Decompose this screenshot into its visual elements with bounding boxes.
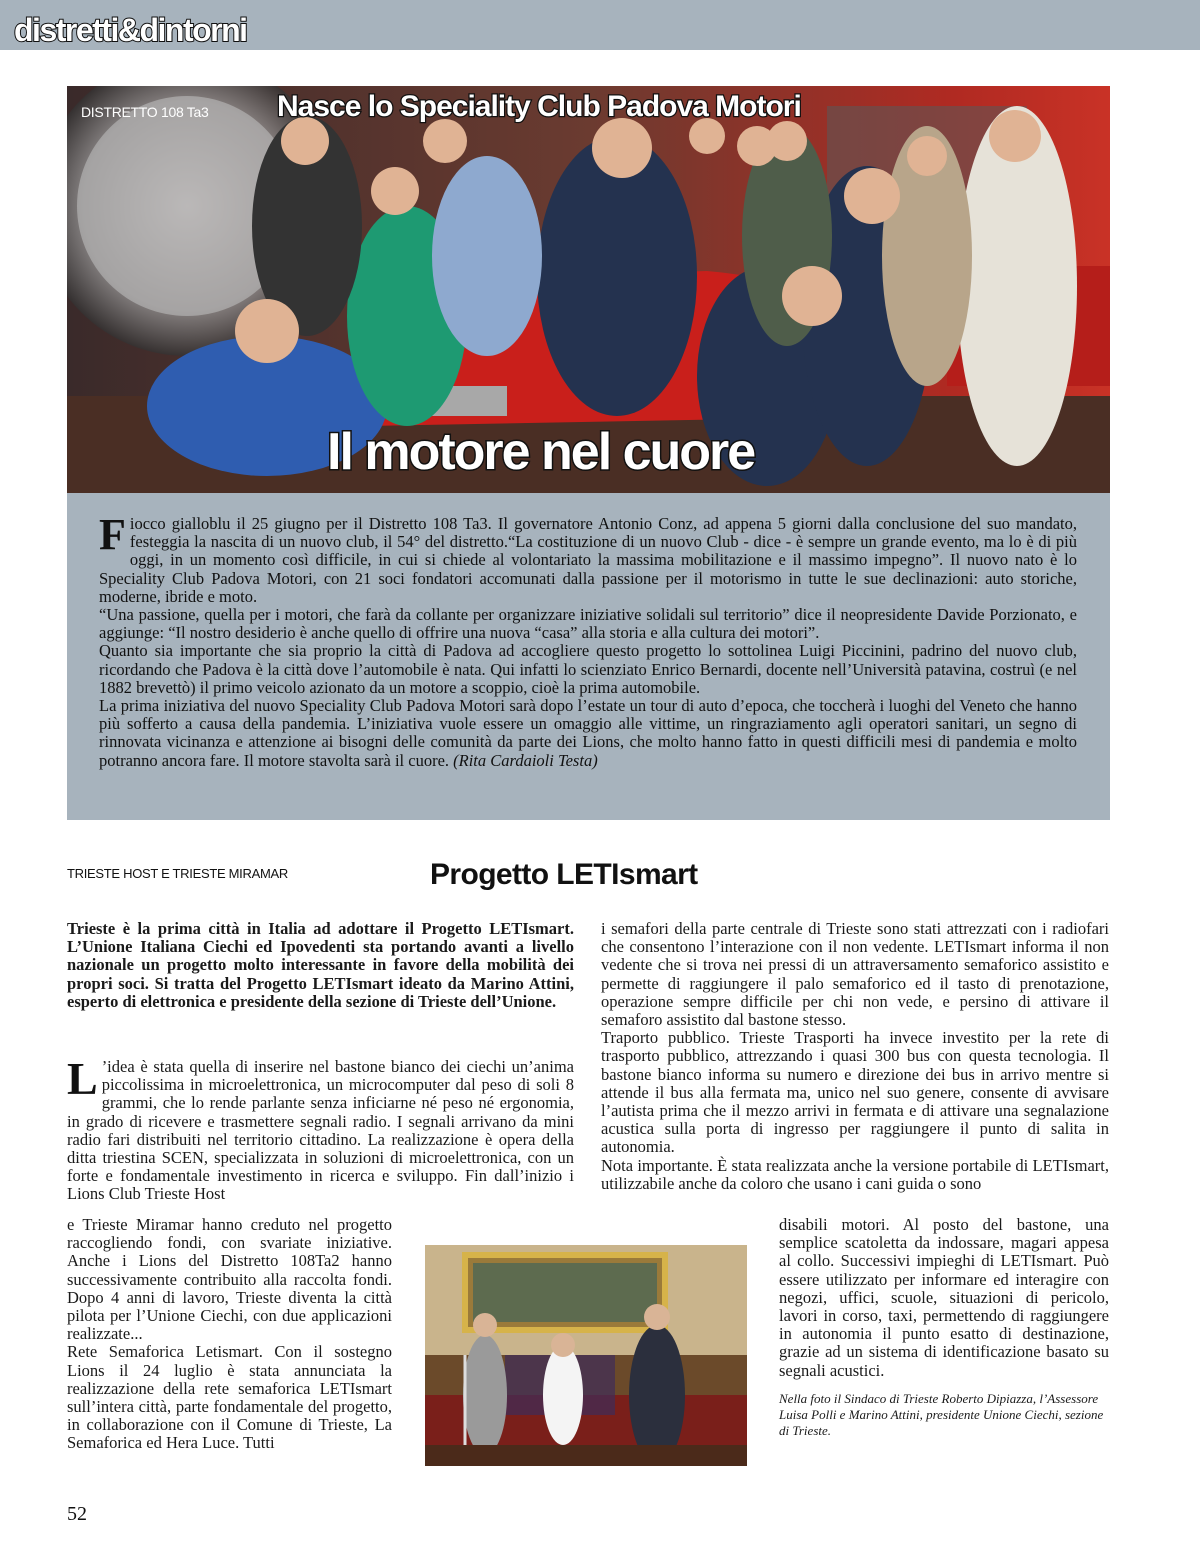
article1-headline: Il motore nel cuore bbox=[327, 423, 755, 481]
article1-byline: (Rita Cardaioli Testa) bbox=[453, 750, 598, 770]
page-number: 52 bbox=[67, 1503, 87, 1525]
article2-paragraph: e Trieste Miramar hanno creduto nel progetto raccogliendo fondi, con svariate iniziative. Anche i Lions del Distretto 108Ta2 hanno successivamente contribuito alla raccolta fondi. Dopo 4 anni di lavoro, Trieste diventa la città pilota per l’Unione Ciechi, con due applicazioni realizzate... bbox=[67, 1215, 392, 1344]
article2-paragraph: i semafori della parte centrale di Trieste sono stati attrezzati con i radiofari che consentono l’interazione con il non vedente. LETIsmart informa il non vedente che si trova nei pressi di un attraversamento semaforico assistito e permette di raggiungere il palo semaforico ed il tasto di prenotazione, operazione sempre difficile per chi non vede, e persino di attivare il semaforo assistito dal bastone stesso. bbox=[601, 919, 1109, 1030]
article1-title: Nasce lo Speciality Club Padova Motori bbox=[277, 90, 801, 123]
article1-box bbox=[67, 493, 1110, 820]
hero-photo bbox=[67, 86, 1110, 493]
article2-body-right-narrow: disabili motori. Al posto del bastone, una semplice scatoletta da indossare, magari appesa al collo. Successivi impieghi di LETIsmart. Può essere utilizzato per informare ed interagire con negozi, uffici, scuole, situazioni di pericolo, lavori in corso, taxi, permettendo di raggiungere in autonomia il punto esatto di destinazione, grazie ad un sistema di identificazione basato su segnali acustici. bbox=[779, 1215, 1109, 1380]
article1-kicker: DISTRETTO 108 Ta3 bbox=[81, 104, 209, 120]
article1-paragraph: Quanto sia importante che sia proprio la città di Padova ad accogliere questo progetto lo sottolinea Luigi Piccinini, padrino del nuovo club, ricordando che Padova è la città dove l’automobile è nata. Qui infatti lo scienziato Enrico Bernardi, docente nell’Università patavina, costruì (e nel 1882 brevettò) il primo veicolo azionato da un motore a scoppio, cioè la prima automobile. bbox=[99, 641, 1077, 697]
article2-paragraph: Traporto pubblico. Trieste Trasporti ha invece investito per la rete di trasporto pubblico, attrezzando i quasi 300 bus con questa tecnologia. Il bastone bianco informa su numero e direzione dei bus in arrivo mentre si attende il bus alla fermata ma, unico nel suo genere, consente di avvisare l’autista prima che il mezzo arrivi in fermata e di attivare una segnalazione acustica sulla porta di ingresso per raggiungere il punto di salita in autonomia. bbox=[601, 1028, 1109, 1157]
article1-paragraph: “Una passione, quella per i motori, che farà da collante per organizzare iniziative solidali sul territorio” dice il neopresidente Davide Porzionato, e aggiunge: “Il nostro desiderio è anche quello di offrire una nuova “casa” alla storia e alla cultura dei motori”. bbox=[99, 605, 1077, 643]
article2-title: Progetto LETIsmart bbox=[430, 858, 698, 891]
article2-paragraph: Rete Semaforica Letismart. Con il sostegno Lions il 24 luglio è stata annunciata la realizzazione della rete semaforica LETIsmart sull’intera città, parte fondamentale del progetto, in collaborazione con il Comune di Trieste, La Semaforica ed Hera Luce. Tutti bbox=[67, 1342, 392, 1453]
article2-body-right bbox=[601, 920, 1109, 1193]
article1-body bbox=[99, 510, 1077, 770]
article2-paragraph: ’idea è stata quella di inserire nel bastone bianco dei ciechi un’anima piccolissima in microelettronica, un microcomputer dal peso di soli 8 grammi, che lo rende parlante senza inficiarne né peso né ergonomia, in grado di ricevere e trasmettere segnali radio. I segnali arrivano da mini radio fari distribuiti nel territorio cittadino. La realizzazione è opera della ditta triestina SCEN, specializzata in soluzioni di microelettronica, con un forte e fondamentale investimento in ricerca e sviluppo. Fin dall’inizio i Lions Club Trieste Host bbox=[67, 1057, 574, 1204]
article1-dropcap: F bbox=[99, 510, 126, 559]
section-header-band bbox=[0, 0, 1200, 50]
article2-body-left bbox=[67, 1053, 574, 1204]
article2-paragraph: Nota importante. È stata realizzata anche la versione portabile di LETIsmart, utilizzabile anche da coloro che usano i cani guida o sono bbox=[601, 1155, 1109, 1193]
article2-lead: Trieste è la prima città in Italia ad adottare il Progetto LETIsmart. L’Unione Italiana Ciechi ed Ipovedenti sta portando avanti a livello nazionale un progetto molto interessante in favore della mobilità dei propri soci. Si tratta del Progetto LETIsmart ideato da Marino Attini, esperto di elettronica e presidente della sezione di Trieste dell’Unione. bbox=[67, 919, 574, 1011]
article1-paragraph: La prima iniziativa del nuovo Speciality Club Padova Motori sarà dopo l’estate un tour di auto d’epoca, che toccherà i luoghi del Veneto che hanno più sofferto a causa della pandemia. L’iniziativa vuole essere un omaggio alle vittime, un ringraziamento agli operatori sanitari, un segno di rinnovata vicinanza e attenzione ai bisogni delle comunità da parte dei Lions, che molto hanno fatto in questi difficili mesi di pandemia e molto potranno ancora fare. Il motore stavolta sarà il cuore. bbox=[99, 696, 1077, 770]
section-title: distretti&dintorni bbox=[14, 12, 247, 48]
article2-kicker: TRIESTE HOST E TRIESTE MIRAMAR bbox=[67, 866, 288, 881]
article2-body-left-narrow bbox=[67, 1216, 392, 1453]
article1-paragraph: iocco gialloblu il 25 giugno per il Distretto 108 Ta3. Il governatore Antonio Conz, ad appena 5 giorni dalla conclusione del suo mandato, festeggia la nascita di un nuovo club, il 54° del distretto.“La costituzione di un nuovo Club - dice - è sempre un grande evento, ma lo è di più oggi, in un momento così difficile, in cui si chiede al volontariato la massima mobilitazione e il massimo impegno”. Il nuovo nato è lo Speciality Club Padova Motori, con 21 soci fondatori accomunati dalla passione per il motorismo in tutte le sue declinazioni: auto storiche, moderne, ibride e moto. bbox=[99, 514, 1077, 606]
article2-photo bbox=[425, 1245, 747, 1466]
article2-dropcap: L bbox=[67, 1053, 98, 1104]
article2-photo-caption: Nella foto il Sindaco di Trieste Roberto Dipiazza, l’Assessore Luisa Polli e Marino Attini, presidente Unione Ciechi, sezione di Trieste. bbox=[779, 1391, 1104, 1438]
article2-photo-illustration bbox=[425, 1245, 747, 1466]
